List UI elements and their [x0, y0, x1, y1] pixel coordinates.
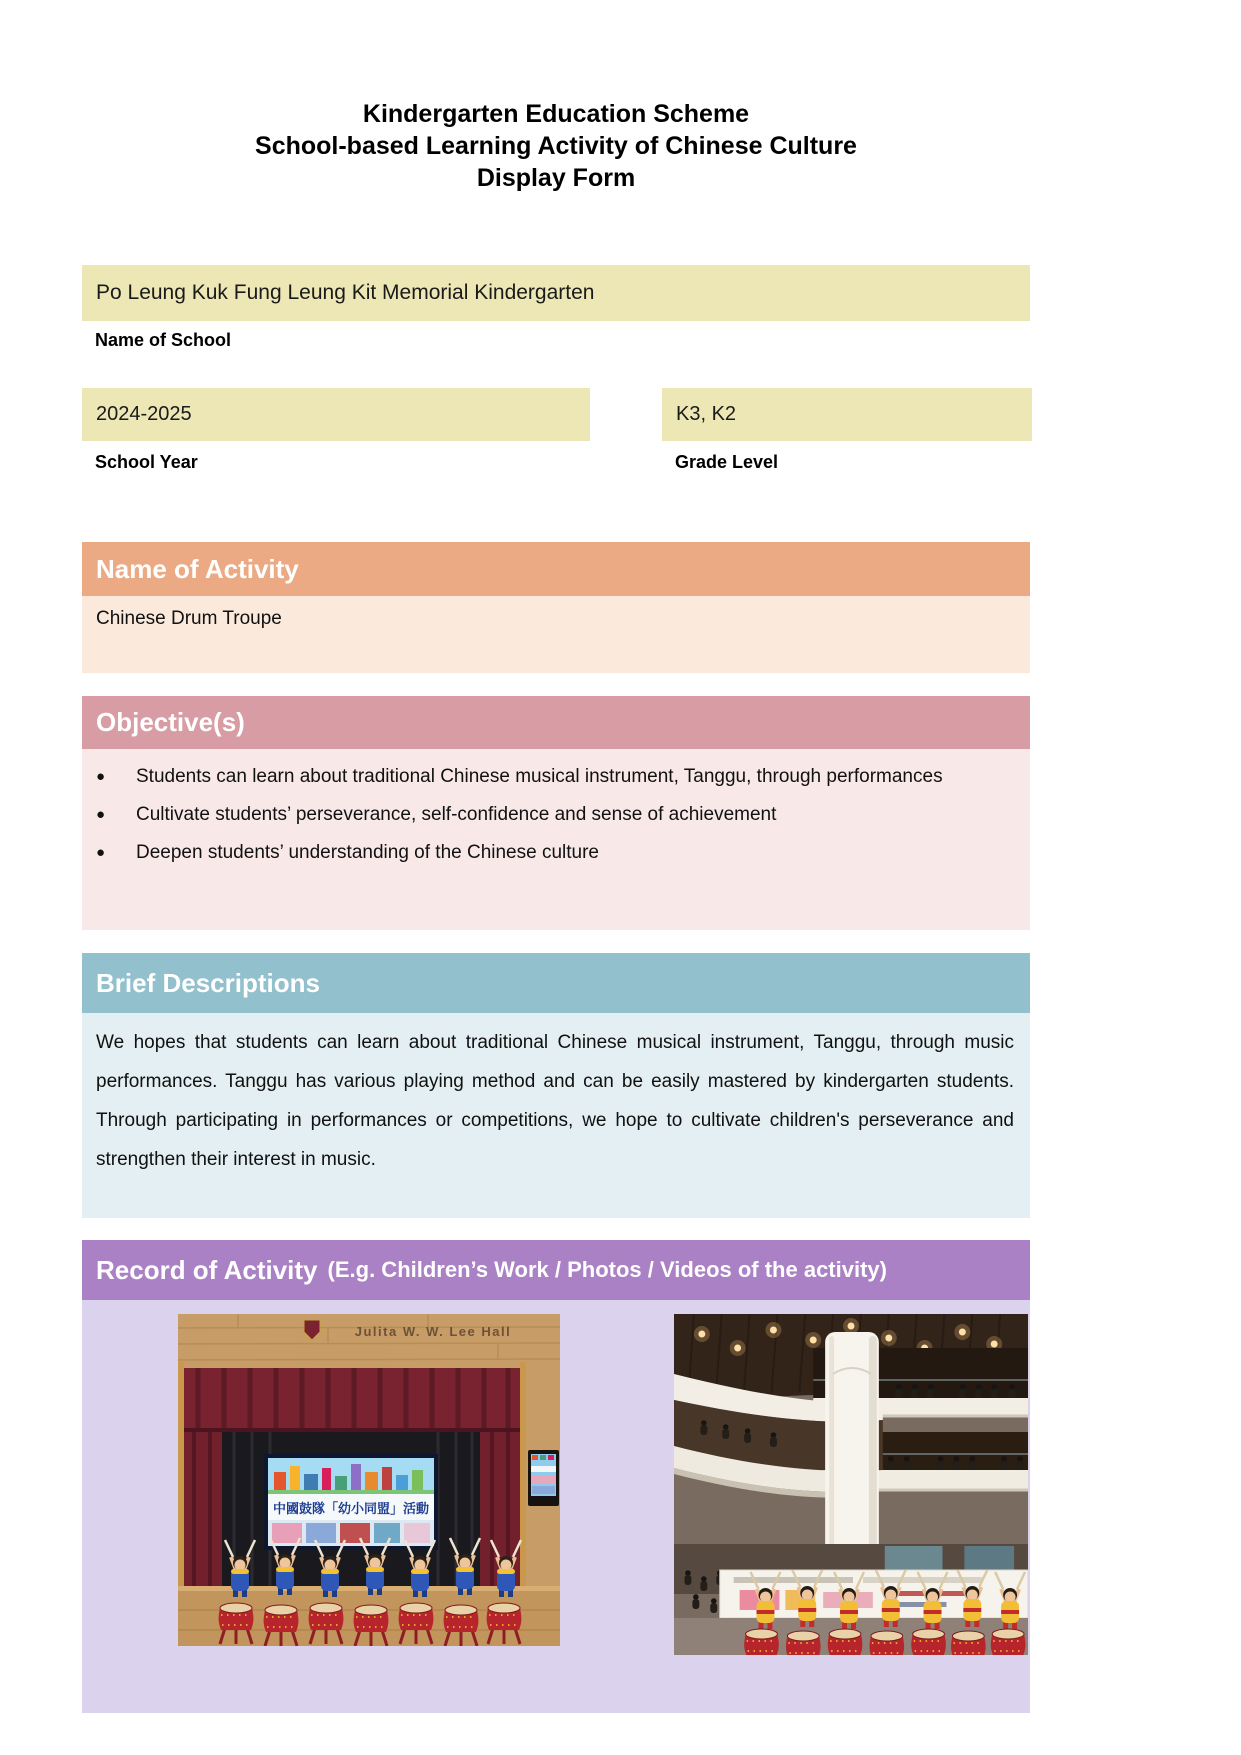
brief-section-header: Brief Descriptions	[82, 953, 1030, 1013]
stage-screen	[264, 1454, 438, 1550]
form-title-line-1: Kindergarten Education Scheme	[362, 100, 750, 128]
activity-name: Chinese Drum Troupe	[96, 608, 282, 629]
photo-mall-drum-performance	[674, 1314, 1028, 1655]
hall-sign-text: Julita W. W. Lee Hall	[354, 1324, 512, 1339]
objective-item: ● Cultivate students’ perseverance, self-confidence and sense of achievement	[82, 796, 1030, 834]
objectives-section-header: Objective(s)	[82, 696, 1030, 749]
grade-level-value: K3, K2	[676, 403, 737, 425]
objectives-section-body	[82, 749, 1030, 930]
objectives-list	[82, 758, 1030, 872]
grade-level-label: Grade Level	[675, 452, 779, 472]
school-name-field	[82, 265, 1030, 321]
school-year-field	[82, 388, 590, 441]
side-screen	[528, 1450, 559, 1506]
screen-banner-text: 中國鼓隊「幼小同盟」活動	[272, 1501, 430, 1516]
form-title	[82, 98, 1030, 194]
objective-item: ● Deepen students’ understanding of the Chinese culture	[82, 834, 1030, 872]
school-name-value: Po Leung Kuk Fung Leung Kit Memorial Kindergarten	[96, 281, 595, 304]
record-section-header	[82, 1240, 1030, 1300]
school-year-label: School Year	[95, 452, 198, 472]
school-year-value: 2024-2025	[96, 403, 192, 425]
record-header-note: (E.g. Children’s Work / Photos / Videos of the activity)	[327, 1257, 887, 1282]
form-title-line-3: Display Form	[476, 164, 636, 192]
record-section-body	[82, 1300, 1030, 1713]
form-title-line-2: School-based Learning Activity of Chinese Culture	[255, 132, 857, 160]
mall-pillar	[825, 1332, 879, 1580]
activity-section-body	[82, 596, 1030, 673]
activity-section-header: Name of Activity	[82, 542, 1030, 596]
grade-level-field	[662, 388, 1032, 441]
objective-item: ● Students can learn about traditional Chinese musical instrument, Tanggu, through performances	[82, 758, 1030, 796]
record-header-title: Record of Activity	[96, 1254, 318, 1285]
brief-section-body: We hopes that students can learn about traditional Chinese musical instrument, Tanggu, through music performances. Tanggu has various playing method and can be easily mastered by kindergarten students. Through participating in performances or competitions, we hope to cultivate children's perseverance and strengthen their interest in music.	[82, 1013, 1030, 1218]
photo-stage-drum-performance	[178, 1314, 560, 1646]
school-name-label: Name of School	[95, 330, 232, 350]
